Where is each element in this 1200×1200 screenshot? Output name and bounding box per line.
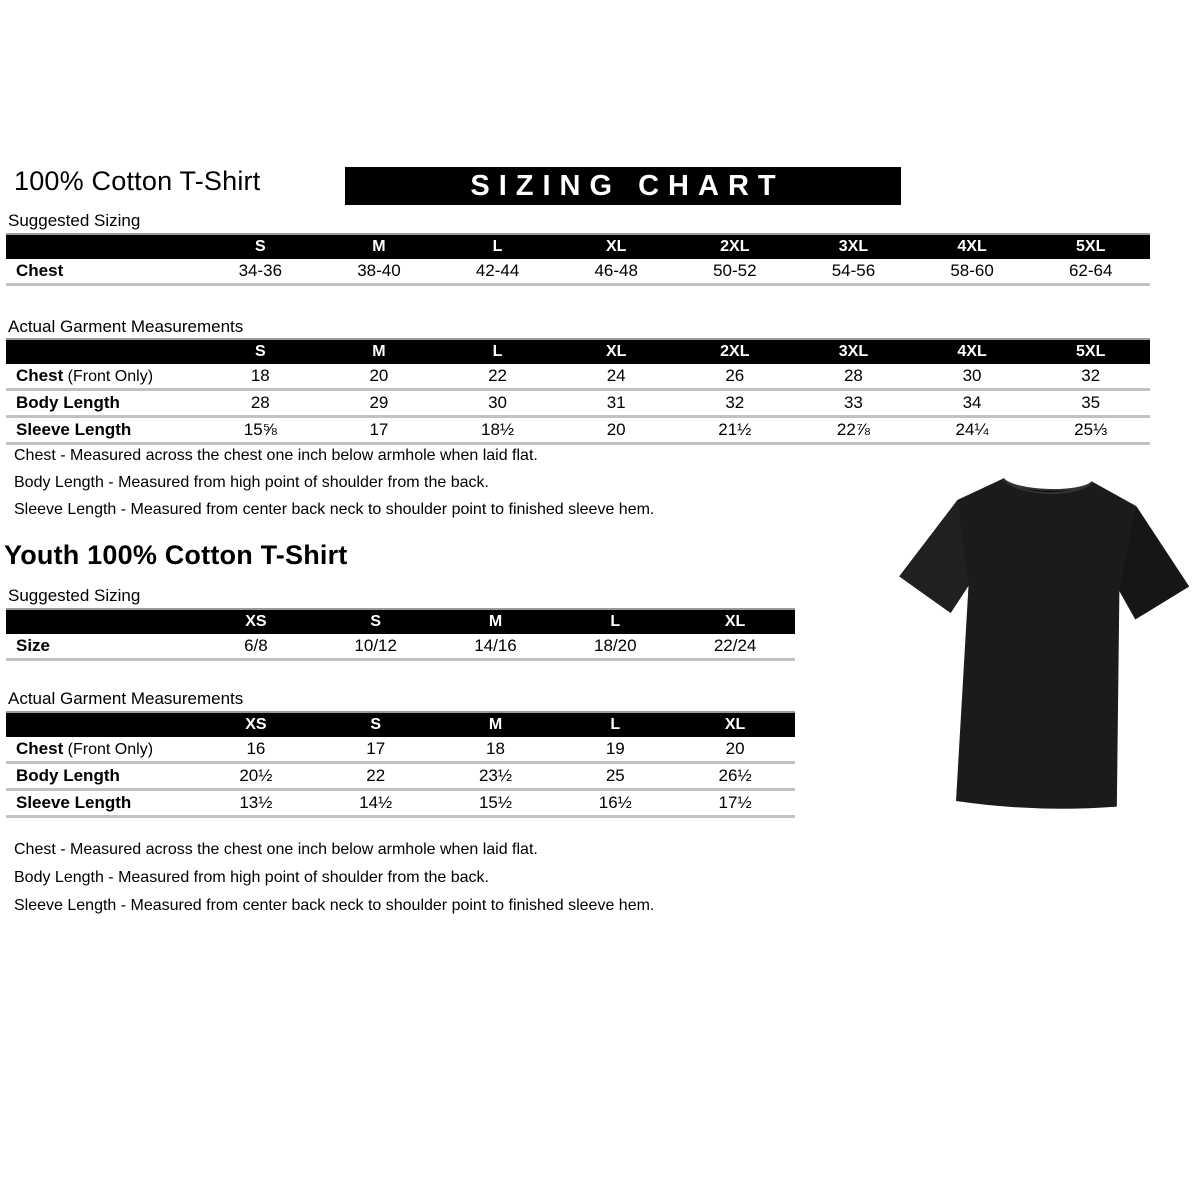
sizing-chart-banner: [345, 167, 901, 205]
measurement-value: 35: [1081, 393, 1101, 412]
size-column-header: M: [488, 613, 503, 630]
measurement-value: 19: [605, 739, 625, 758]
value-cells: [201, 420, 1150, 440]
row-label: [6, 766, 196, 786]
size-column-header: 3XL: [838, 238, 869, 255]
measurement-value: 25⅓: [1074, 420, 1108, 439]
measurement-value: 58-60: [950, 261, 994, 280]
measurement-value: 54-56: [831, 261, 876, 280]
table-row: [6, 764, 795, 791]
youth-measurement-notes: [14, 841, 654, 925]
note-line: Body Length - Measured from high point of shoulder from the back.: [14, 869, 489, 886]
measurement-value: 13½: [239, 793, 273, 812]
measurement-value: 26½: [718, 766, 752, 785]
size-column-header: M: [488, 716, 503, 733]
size-column-header: S: [254, 343, 266, 360]
measurement-value: 29: [369, 393, 389, 412]
measurement-value: 20½: [239, 766, 273, 785]
row-label-note: (Front Only): [63, 368, 154, 385]
adult-actual-table: [6, 338, 1150, 445]
measurement-value: 32: [1081, 366, 1101, 385]
measurement-value: 32: [725, 393, 745, 412]
value-cells: [196, 793, 795, 813]
adult-actual-label: Actual Garment Measurements: [8, 317, 244, 336]
value-cells: [201, 261, 1150, 281]
size-column-header: L: [610, 716, 621, 733]
measurement-value: 34: [962, 393, 982, 412]
measurement-value: 17½: [718, 793, 752, 812]
row-label: [6, 420, 201, 440]
header-cells: [196, 613, 795, 631]
adult-suggested-header-row: [6, 235, 1150, 259]
size-column-header: 4XL: [957, 238, 987, 255]
measurement-value: 6/8: [244, 636, 268, 655]
black-tshirt-image: [887, 465, 1197, 823]
adult-suggested-table: [6, 233, 1150, 286]
measurement-value: 30: [488, 393, 508, 412]
row-label-text: Body Length: [16, 393, 120, 412]
value-cells: [201, 393, 1150, 413]
measurement-value: 28: [843, 366, 863, 385]
adult-actual-header-row: [6, 340, 1150, 364]
value-cells: [201, 366, 1150, 386]
youth-actual-header-row: [6, 713, 795, 737]
measurement-value: 18½: [481, 420, 515, 439]
size-column-header: 5XL: [1076, 238, 1106, 255]
size-column-header: S: [254, 238, 266, 255]
size-column-header: M: [372, 343, 386, 360]
header-cells: [201, 343, 1150, 361]
row-label: [6, 636, 196, 656]
measurement-value: 22⅞: [836, 420, 870, 439]
note-line: Chest - Measured across the chest one inch below armhole when laid flat.: [14, 447, 538, 464]
table-row: [6, 391, 1150, 418]
size-column-header: XS: [245, 613, 267, 630]
youth-actual-label: Actual Garment Measurements: [8, 689, 244, 708]
table-row: [6, 418, 1150, 445]
measurement-value: 14½: [359, 793, 393, 812]
size-column-header: 2XL: [720, 343, 750, 360]
size-column-header: 3XL: [838, 343, 869, 360]
note-line: Body Length - Measured from high point of shoulder from the back.: [14, 474, 489, 491]
measurement-value: 25: [605, 766, 625, 785]
measurement-value: 17: [366, 739, 386, 758]
measurement-value: 15½: [478, 793, 513, 812]
measurement-value: 24: [606, 366, 626, 385]
measurement-value: 22/24: [713, 636, 757, 655]
measurement-value: 10/12: [354, 636, 397, 655]
measurement-value: 20: [369, 366, 389, 385]
row-label-text: Chest: [16, 366, 64, 385]
measurement-value: 14/16: [474, 636, 517, 655]
tshirt-silhouette-icon: [887, 465, 1197, 823]
size-column-header: M: [372, 238, 386, 255]
measurement-value: 16: [246, 739, 266, 758]
table-row: [6, 634, 795, 661]
measurement-value: 62-64: [1068, 261, 1113, 280]
size-column-header: XS: [245, 716, 267, 733]
row-label: [6, 261, 201, 281]
note-line: Sleeve Length - Measured from center back neck to shoulder point to finished sleeve hem.: [14, 501, 655, 518]
sizing-chart-banner-text: SIZING CHART: [470, 169, 785, 202]
measurement-value: 33: [843, 393, 863, 412]
measurement-value: 42-44: [475, 261, 520, 280]
measurement-value: 23½: [478, 766, 513, 785]
row-label-text: Size: [16, 636, 51, 655]
measurement-value: 18/20: [594, 636, 637, 655]
size-column-header: XL: [724, 716, 746, 733]
measurement-value: 26: [725, 366, 745, 385]
table-row: [6, 259, 1150, 286]
measurement-value: 21½: [718, 420, 752, 439]
size-column-header: XL: [605, 343, 627, 360]
size-column-header: 5XL: [1076, 343, 1106, 360]
row-label: [6, 793, 196, 813]
measurement-value: 24¼: [955, 420, 989, 439]
measurement-value: 18: [250, 366, 270, 385]
table-row: [6, 791, 795, 818]
row-label: [6, 739, 196, 759]
size-column-header: L: [492, 238, 503, 255]
adult-title: 100% Cotton T-Shirt: [14, 166, 261, 196]
row-label-text: Sleeve Length: [16, 793, 132, 812]
youth-actual-table: [6, 711, 795, 818]
measurement-value: 16½: [598, 793, 632, 812]
adult-suggested-label: Suggested Sizing: [8, 211, 141, 230]
row-label-note: (Front Only): [63, 741, 154, 758]
measurement-value: 20: [606, 420, 626, 439]
measurement-value: 18: [486, 739, 505, 758]
table-row: [6, 737, 795, 764]
header-cells: [196, 716, 795, 734]
measurement-value: 38-40: [357, 261, 401, 280]
row-label-text: Chest: [16, 739, 64, 758]
measurement-value: 34-36: [238, 261, 283, 280]
measurement-value: 15⅝: [243, 420, 277, 439]
note-line: Sleeve Length - Measured from center back neck to shoulder point to finished sleeve hem.: [14, 897, 655, 914]
measurement-value: 28: [250, 393, 270, 412]
row-label-text: Chest: [16, 261, 64, 280]
size-column-header: S: [370, 716, 382, 733]
value-cells: [196, 636, 795, 656]
measurement-value: 50-52: [713, 261, 757, 280]
row-label: [6, 393, 201, 413]
measurement-value: 31: [606, 393, 626, 412]
size-column-header: XL: [724, 613, 746, 630]
row-label: [6, 366, 201, 386]
measurement-value: 22: [488, 366, 508, 385]
youth-suggested-header-row: [6, 610, 795, 634]
measurement-value: 20: [725, 739, 745, 758]
value-cells: [196, 739, 795, 759]
row-label-text: Body Length: [16, 766, 120, 785]
header-cells: [201, 238, 1150, 256]
measurement-value: 30: [962, 366, 982, 385]
size-column-header: 2XL: [720, 238, 750, 255]
youth-suggested-table: [6, 608, 795, 661]
row-label-text: Sleeve Length: [16, 420, 132, 439]
measurement-value: 17: [369, 420, 389, 439]
size-column-header: S: [370, 613, 382, 630]
note-line: Chest - Measured across the chest one inch below armhole when laid flat.: [14, 841, 538, 858]
size-column-header: 4XL: [957, 343, 987, 360]
size-column-header: L: [492, 343, 503, 360]
value-cells: [196, 766, 795, 786]
table-row: [6, 364, 1150, 391]
measurement-value: 46-48: [594, 261, 638, 280]
youth-title: Youth 100% Cotton T-Shirt: [4, 540, 348, 570]
measurement-value: 22: [366, 766, 386, 785]
youth-suggested-label: Suggested Sizing: [8, 586, 141, 605]
size-column-header: XL: [605, 238, 627, 255]
adult-measurement-notes: [14, 447, 654, 528]
size-column-header: L: [610, 613, 621, 630]
